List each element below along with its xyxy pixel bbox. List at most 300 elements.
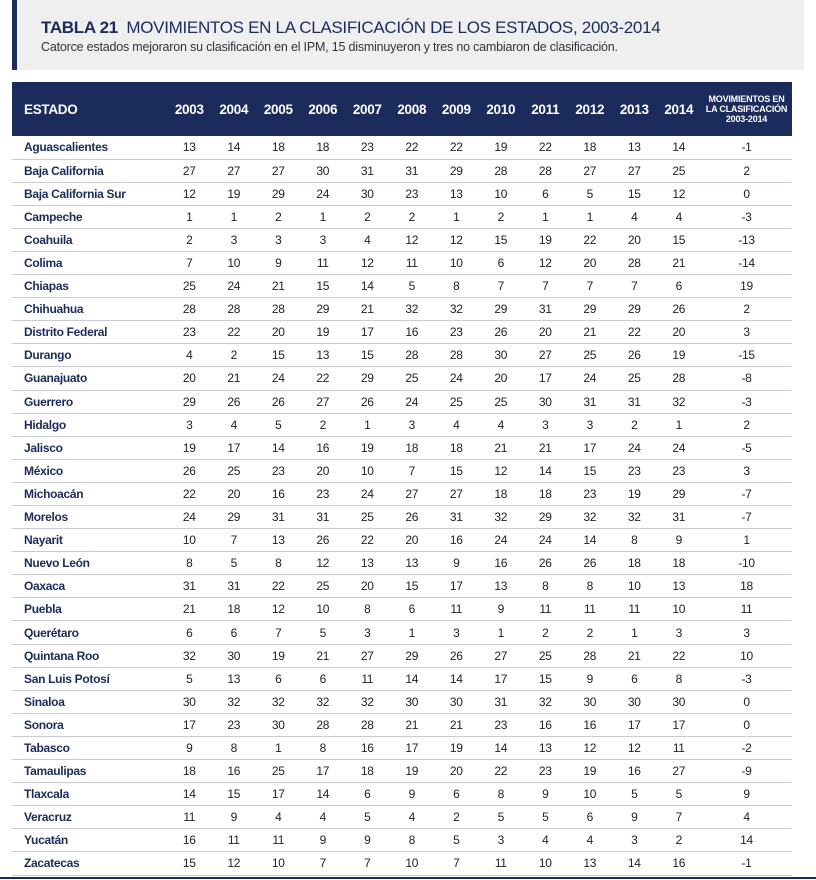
rank-cell: 25: [182, 279, 196, 294]
rank-cell: 22: [360, 533, 374, 548]
rank-cell: 5: [408, 279, 415, 294]
rank-cell: 30: [449, 694, 463, 709]
rank-cell: 11: [539, 602, 552, 617]
rank-cell: 25: [271, 764, 285, 779]
rank-cell: 28: [182, 302, 196, 317]
rank-cell: 32: [182, 648, 196, 663]
movement-cell: 10: [740, 648, 753, 663]
rank-cell: 19: [360, 440, 374, 455]
rank-cell: 20: [405, 533, 419, 548]
rank-cell: 13: [271, 533, 285, 548]
rank-cell: 28: [405, 348, 419, 363]
table-row: [12, 251, 792, 274]
rank-cell: 18: [271, 140, 285, 155]
rank-cell: 7: [497, 279, 504, 294]
rank-cell: 18: [405, 440, 419, 455]
rank-cell: 11: [628, 602, 641, 617]
rank-cell: 14: [538, 463, 552, 478]
rank-cell: 26: [583, 556, 597, 571]
rank-cell: 6: [186, 625, 193, 640]
movement-cell: 9: [743, 787, 750, 802]
movement-cell: -8: [741, 371, 752, 386]
rank-cell: 6: [408, 602, 415, 617]
table-row: [12, 598, 792, 621]
rank-cell: 18: [316, 140, 330, 155]
rank-cell: 11: [272, 833, 285, 848]
rank-cell: 19: [583, 764, 597, 779]
rank-cell: 20: [538, 325, 552, 340]
rank-cell: 11: [316, 256, 329, 271]
rank-cell: 23: [405, 186, 419, 201]
movement-cell: 2: [743, 417, 750, 432]
rank-cell: 26: [316, 533, 330, 548]
state-name: Michoacán: [24, 486, 84, 501]
rank-cell: 8: [586, 579, 593, 594]
rank-cell: 14: [360, 279, 374, 294]
rank-cell: 9: [408, 787, 415, 802]
rank-cell: 5: [586, 186, 593, 201]
rank-cell: 9: [453, 556, 460, 571]
movement-cell: 3: [743, 463, 750, 478]
rank-cell: 10: [494, 186, 508, 201]
rank-cell: 30: [405, 694, 419, 709]
table-subtitle: Catorce estados mejoraron su clasificación en el IPM, 15 disminuyeron y tres no cambiaron de clasificación.: [41, 40, 618, 54]
movement-cell: 3: [743, 625, 750, 640]
rank-cell: 14: [316, 787, 330, 802]
rank-cell: 15: [316, 279, 330, 294]
rank-cell: 23: [316, 486, 330, 501]
rank-cell: 28: [316, 717, 330, 732]
rank-cell: 15: [583, 463, 597, 478]
movement-cell: -9: [741, 764, 752, 779]
rank-cell: 31: [449, 510, 463, 525]
rank-cell: 7: [542, 279, 549, 294]
rank-cell: 32: [538, 694, 552, 709]
rank-cell: 4: [275, 810, 282, 825]
rank-cell: 3: [230, 232, 237, 247]
rank-cell: 13: [360, 556, 374, 571]
state-name: Campeche: [24, 209, 83, 224]
state-name: Sonora: [24, 717, 64, 732]
movement-cell: 0: [743, 694, 750, 709]
rank-cell: 19: [538, 232, 552, 247]
rank-cell: 10: [672, 602, 686, 617]
state-name: Tabasco: [24, 740, 70, 755]
header-year: 2014: [664, 101, 694, 117]
rank-cell: 17: [360, 325, 374, 340]
rank-cell: 26: [538, 556, 552, 571]
rank-cell: 16: [271, 486, 285, 501]
rank-cell: 21: [538, 440, 552, 455]
state-name: Aguascalientes: [24, 140, 108, 155]
rank-cell: 29: [627, 302, 641, 317]
rank-cell: 15: [672, 232, 686, 247]
rank-cell: 19: [627, 486, 641, 501]
rank-cell: 31: [316, 510, 330, 525]
rank-cell: 5: [631, 787, 638, 802]
rank-cell: 13: [672, 579, 686, 594]
rank-cell: 9: [186, 740, 193, 755]
rank-cell: 22: [538, 140, 552, 155]
rank-cell: 1: [497, 625, 504, 640]
rank-cell: 9: [631, 810, 638, 825]
rank-cell: 31: [583, 394, 597, 409]
movement-cell: -13: [738, 232, 755, 247]
bottom-rule: [0, 877, 816, 879]
rank-cell: 29: [538, 510, 552, 525]
table-row: [12, 806, 792, 829]
rank-cell: 8: [364, 602, 371, 617]
rank-cell: 29: [182, 394, 196, 409]
state-name: Zacatecas: [24, 856, 80, 871]
rank-cell: 25: [583, 348, 597, 363]
movement-cell: 1: [743, 533, 750, 548]
rank-cell: 28: [494, 163, 508, 178]
movement-cell: -14: [738, 256, 755, 271]
rank-cell: 31: [627, 394, 641, 409]
rank-cell: 4: [497, 417, 504, 432]
table-row: [12, 182, 792, 205]
rank-cell: 16: [494, 556, 508, 571]
rank-cell: 10: [271, 856, 285, 871]
header-row: [12, 82, 792, 136]
rank-cell: 22: [182, 486, 196, 501]
rank-cell: 23: [672, 463, 686, 478]
rank-cell: 16: [360, 740, 374, 755]
rank-cell: 23: [182, 325, 196, 340]
rank-cell: 3: [364, 625, 371, 640]
rank-cell: 24: [405, 394, 419, 409]
rank-cell: 19: [227, 186, 241, 201]
rank-cell: 15: [449, 463, 463, 478]
rank-cell: 21: [227, 371, 241, 386]
rank-cell: 29: [360, 371, 374, 386]
rank-cell: 14: [405, 671, 419, 686]
rank-cell: 23: [627, 463, 641, 478]
rank-cell: 10: [405, 856, 419, 871]
rank-cell: 16: [627, 764, 641, 779]
table-row: [12, 136, 792, 159]
rank-cell: 11: [450, 602, 463, 617]
rank-cell: 27: [271, 163, 285, 178]
movement-cell: 4: [743, 810, 750, 825]
rank-cell: 7: [675, 810, 682, 825]
state-name: Morelos: [24, 510, 68, 525]
rank-cell: 18: [227, 602, 241, 617]
rank-cell: 3: [453, 625, 460, 640]
state-name: Colima: [24, 256, 63, 271]
rank-cell: 22: [271, 579, 285, 594]
rank-cell: 16: [182, 833, 196, 848]
rank-cell: 9: [675, 533, 682, 548]
rank-cell: 19: [271, 648, 285, 663]
rank-cell: 18: [583, 140, 597, 155]
rank-cell: 20: [271, 325, 285, 340]
rank-cell: 27: [316, 394, 330, 409]
table-row: [12, 690, 792, 713]
rank-cell: 15: [494, 232, 508, 247]
rank-cell: 22: [672, 648, 686, 663]
table-title: [41, 18, 804, 38]
rank-cell: 23: [538, 764, 552, 779]
movement-cell: -2: [741, 740, 752, 755]
rank-cell: 7: [453, 856, 460, 871]
rank-cell: 30: [227, 648, 241, 663]
rank-cell: 2: [186, 232, 193, 247]
rank-cell: 8: [230, 740, 237, 755]
rank-cell: 20: [627, 232, 641, 247]
rank-cell: 25: [316, 579, 330, 594]
rank-cell: 31: [227, 579, 241, 594]
rank-cell: 12: [227, 856, 241, 871]
rank-cell: 19: [449, 740, 463, 755]
movement-cell: -7: [741, 486, 752, 501]
rank-cell: 4: [586, 833, 593, 848]
rank-cell: 18: [360, 764, 374, 779]
rank-cell: 13: [182, 140, 196, 155]
rank-cell: 4: [230, 417, 237, 432]
rank-cell: 10: [538, 856, 552, 871]
table-row: [12, 644, 792, 667]
rank-cell: 12: [672, 186, 686, 201]
rank-cell: 27: [182, 163, 196, 178]
rank-cell: 5: [497, 810, 504, 825]
table-row: [12, 228, 792, 251]
rank-cell: 26: [405, 510, 419, 525]
state-name: Tlaxcala: [24, 787, 69, 802]
rank-cell: 20: [182, 371, 196, 386]
rank-cell: 22: [627, 325, 641, 340]
rank-cell: 25: [627, 371, 641, 386]
rank-cell: 19: [182, 440, 196, 455]
rank-cell: 12: [271, 602, 285, 617]
rank-cell: 1: [186, 209, 193, 224]
rank-cell: 23: [449, 325, 463, 340]
rank-cell: 24: [316, 186, 330, 201]
rank-cell: 13: [583, 856, 597, 871]
header-year: 2010: [486, 101, 516, 117]
movement-cell: -1: [741, 140, 752, 155]
table-row: [12, 275, 792, 298]
table-row: [12, 367, 792, 390]
rank-cell: 7: [275, 625, 282, 640]
header-mov-line: LA CLASIFICACIÓN: [705, 104, 788, 114]
rank-cell: 8: [675, 671, 682, 686]
rank-cell: 12: [627, 740, 641, 755]
rank-cell: 23: [271, 463, 285, 478]
table-body: [12, 136, 792, 875]
rank-cell: 4: [542, 833, 549, 848]
rank-cell: 13: [405, 556, 419, 571]
rank-cell: 31: [405, 163, 419, 178]
rank-cell: 9: [319, 833, 326, 848]
state-name: San Luis Potosí: [24, 671, 110, 686]
rank-cell: 32: [227, 694, 241, 709]
header-mov-line: 2003-2014: [725, 114, 768, 124]
header-year: 2009: [441, 101, 471, 117]
rank-cell: 1: [675, 417, 682, 432]
rank-cell: 2: [586, 625, 593, 640]
rank-cell: 4: [364, 232, 371, 247]
rank-cell: 26: [227, 394, 241, 409]
rank-cell: 30: [583, 694, 597, 709]
rank-cell: 3: [497, 833, 504, 848]
rank-cell: 32: [494, 510, 508, 525]
rank-cell: 11: [227, 833, 240, 848]
rank-cell: 5: [230, 556, 237, 571]
rank-cell: 19: [405, 764, 419, 779]
table-row: [12, 506, 792, 529]
state-name: Oaxaca: [24, 579, 65, 594]
rank-cell: 17: [583, 440, 597, 455]
table-row: [12, 298, 792, 321]
rank-cell: 17: [672, 717, 686, 732]
rank-cell: 30: [494, 348, 508, 363]
rank-cell: 17: [405, 740, 419, 755]
rank-cell: 5: [542, 810, 549, 825]
rank-cell: 32: [360, 694, 374, 709]
rank-cell: 1: [230, 209, 237, 224]
rank-cell: 27: [449, 486, 463, 501]
movement-cell: 18: [740, 579, 753, 594]
rank-cell: 9: [497, 602, 504, 617]
rank-cell: 1: [319, 209, 326, 224]
state-name: Guanajuato: [24, 371, 88, 386]
rank-cell: 30: [627, 694, 641, 709]
header-year: 2005: [263, 101, 293, 117]
rank-cell: 15: [227, 787, 241, 802]
rank-cell: 4: [186, 348, 193, 363]
rank-cell: 10: [627, 579, 641, 594]
rank-cell: 2: [453, 810, 460, 825]
rank-cell: 11: [494, 856, 507, 871]
state-name: Tamaulipas: [24, 764, 87, 779]
rank-cell: 7: [186, 256, 193, 271]
rank-cell: 2: [542, 625, 549, 640]
rank-cell: 1: [408, 625, 415, 640]
rank-cell: 25: [360, 510, 374, 525]
state-name: Jalisco: [24, 440, 63, 455]
state-name: Durango: [24, 348, 72, 363]
rank-cell: 14: [672, 140, 686, 155]
rank-cell: 6: [364, 787, 371, 802]
rank-cell: 13: [494, 579, 508, 594]
rank-cell: 1: [542, 209, 549, 224]
rank-cell: 12: [316, 556, 330, 571]
rank-cell: 17: [316, 764, 330, 779]
rank-cell: 17: [627, 717, 641, 732]
data-table: [12, 82, 792, 876]
rank-cell: 1: [275, 740, 282, 755]
state-name: Veracruz: [24, 810, 72, 825]
movement-cell: -7: [741, 510, 752, 525]
rank-cell: 22: [405, 140, 419, 155]
movement-cell: -10: [738, 556, 755, 571]
rank-cell: 5: [364, 810, 371, 825]
rank-cell: 17: [494, 671, 508, 686]
rank-cell: 2: [675, 833, 682, 848]
rank-cell: 21: [449, 717, 463, 732]
table-row: [12, 667, 792, 690]
rank-cell: 11: [405, 256, 418, 271]
rank-cell: 26: [182, 463, 196, 478]
rank-cell: 23: [583, 486, 597, 501]
rank-cell: 25: [405, 371, 419, 386]
rank-cell: 32: [271, 694, 285, 709]
rank-cell: 25: [227, 463, 241, 478]
rank-cell: 28: [271, 302, 285, 317]
rank-cell: 9: [275, 256, 282, 271]
rank-cell: 23: [227, 717, 241, 732]
rank-cell: 4: [675, 209, 682, 224]
rank-cell: 14: [583, 533, 597, 548]
rank-cell: 14: [449, 671, 463, 686]
rank-cell: 13: [316, 348, 330, 363]
rank-cell: 31: [494, 694, 508, 709]
rank-cell: 10: [227, 256, 241, 271]
rank-cell: 2: [364, 209, 371, 224]
header-year: 2013: [619, 101, 649, 117]
rank-cell: 18: [627, 556, 641, 571]
rank-cell: 1: [364, 417, 371, 432]
table-row: [12, 205, 792, 228]
rank-cell: 24: [227, 279, 241, 294]
rank-cell: 13: [627, 140, 641, 155]
rank-cell: 15: [405, 579, 419, 594]
rank-cell: 11: [672, 740, 685, 755]
header-year: 2003: [174, 101, 204, 117]
header-year: 2008: [397, 101, 427, 117]
rank-cell: 29: [672, 486, 686, 501]
rank-cell: 25: [672, 163, 686, 178]
rank-cell: 30: [316, 163, 330, 178]
rank-cell: 20: [227, 486, 241, 501]
header-year: 2006: [308, 101, 338, 117]
header-year: 2012: [575, 101, 605, 117]
rank-cell: 6: [586, 810, 593, 825]
rank-cell: 3: [631, 833, 638, 848]
table-row: [12, 390, 792, 413]
rank-cell: 21: [271, 279, 285, 294]
rank-cell: 29: [227, 510, 241, 525]
rank-cell: 22: [583, 232, 597, 247]
rank-cell: 20: [583, 256, 597, 271]
rank-cell: 22: [494, 764, 508, 779]
rank-cell: 14: [627, 856, 641, 871]
rank-cell: 16: [316, 440, 330, 455]
rank-cell: 6: [275, 671, 282, 686]
rank-cell: 8: [497, 787, 504, 802]
rank-cell: 11: [361, 671, 374, 686]
rank-cell: 17: [449, 579, 463, 594]
rank-cell: 20: [449, 764, 463, 779]
rank-cell: 25: [449, 394, 463, 409]
rank-cell: 27: [583, 163, 597, 178]
table-row: [12, 621, 792, 644]
rank-cell: 10: [316, 602, 330, 617]
rank-cell: 7: [364, 856, 371, 871]
rank-cell: 4: [408, 810, 415, 825]
rank-cell: 30: [672, 694, 686, 709]
rank-cell: 8: [631, 533, 638, 548]
state-name: Yucatán: [24, 833, 68, 848]
header-movimientos: [701, 82, 792, 136]
rank-cell: 21: [405, 717, 419, 732]
state-name: Nuevo León: [24, 556, 90, 571]
rank-cell: 6: [631, 671, 638, 686]
rank-cell: 24: [182, 510, 196, 525]
state-name: Hidalgo: [24, 417, 66, 432]
